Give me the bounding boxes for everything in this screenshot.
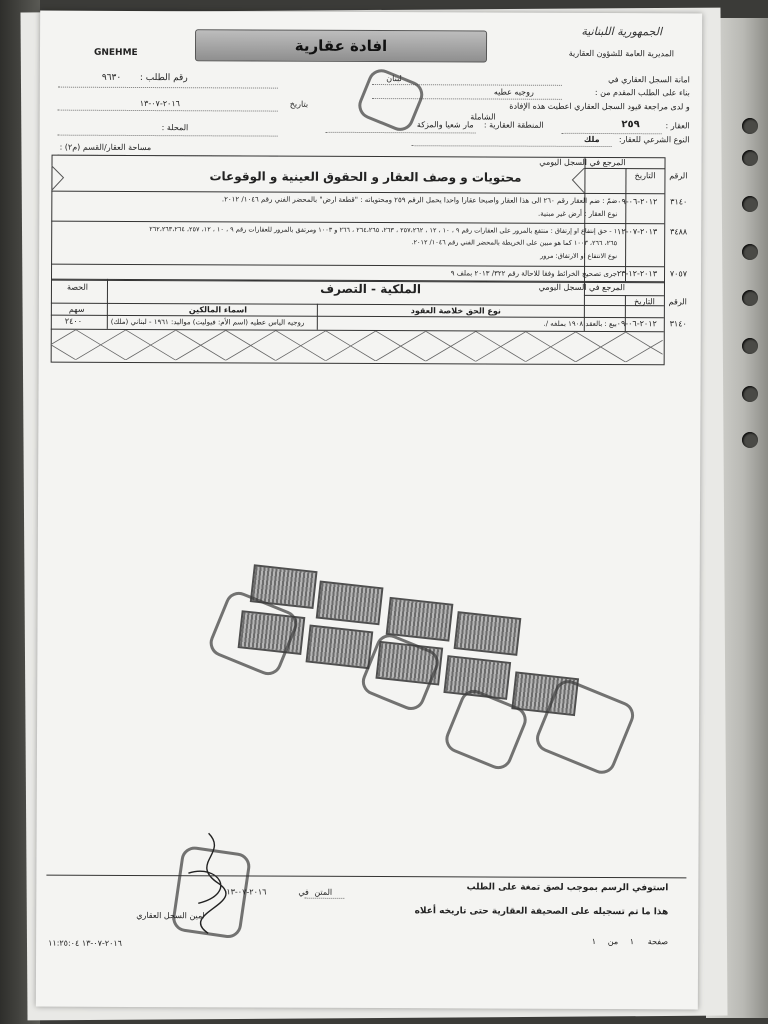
fee-note: استوفي الرسم بموجب لصق تمغة على الطلب — [466, 882, 669, 894]
in-label: في — [298, 887, 309, 897]
revenue-stamp — [306, 625, 374, 670]
row-text: ١ - حق إنتفاع او إرتفاق : منتفع بالمرور على العقارات رقم ٩ ، ١٠ ، ١٢ ، ٢٥٧،٢٦٢ ، ٢٦٣، ٢٦٤،٢٦٥ ، ٢٦٦ و ١٠٠٣ ومرتفق بالمرور للعقارات رقم ٩ ، ١٠ ، ١٢، ٢٥٧، ٢٦٢،٢٦٣،٢٦٤ — [149, 225, 618, 236]
row-date: ٢٠١٢-٠٦-٠٩ — [617, 197, 658, 207]
row-no: ٣٤٨٨ — [670, 227, 688, 237]
row-date: ٢٠١٢-٠٦-٠٩ — [616, 319, 657, 329]
registered-note: هذا ما تم تسجيله على الصحيفة العقارية حتى تاريخه أعلاه — [414, 906, 669, 918]
row-no: ٣١٤٠ — [670, 197, 688, 207]
print-timestamp: ٢٠١٦-٠٧-١٣ ١١:٢٥:٠٤ — [48, 938, 123, 948]
directorate-name: المديرية العامة للشؤون العقارية — [568, 48, 675, 59]
dotted-line — [326, 132, 476, 134]
system-code: GNEHME — [93, 47, 138, 58]
punch-hole — [742, 196, 758, 212]
table-hatch — [51, 330, 663, 363]
row-owner: روجيه الياس عطيه (اسم الأم: فيوليت) مواليد: ١٩٦١ - لبناني (ملك) — [110, 317, 305, 327]
ref-header: المرجع في السجل اليومي — [538, 282, 625, 293]
date-label: بتاريخ — [289, 99, 309, 109]
registry-label: امانة السجل العقاري في — [608, 75, 690, 85]
col-no: الرقم — [669, 171, 688, 181]
page-no: ١ — [629, 937, 635, 947]
locality-label: المحلة : — [161, 123, 189, 133]
col-type: نوع الحق خلاصة العقود — [410, 306, 501, 316]
ref-header: المرجع في السجل اليومي — [539, 157, 626, 168]
section2-title: الملكية - التصرف — [320, 281, 421, 297]
revenue-stamp — [454, 611, 522, 656]
row-date: ٢٠١٣-٠٧-١٢ — [617, 227, 658, 237]
applicant-value: روجيه عطيه — [493, 87, 534, 97]
punch-hole — [742, 386, 758, 402]
row-no: ٣١٤٠ — [669, 319, 687, 329]
row-text: نوع العقار : أرض غير مبنية. — [538, 209, 618, 219]
page-title: افادة عقارية — [195, 29, 487, 62]
property-label: العقار : — [665, 121, 690, 131]
signature-date: ٢٠١٦-٠٧-١٣ — [226, 887, 267, 897]
region-value: مار شعيا والمزكة — [416, 120, 474, 130]
row-text: جرى تصحيح الخرائط وفقا للاحالة رقم ٣٢٢/ ٢٠١٣ بملف ٩ — [450, 269, 618, 279]
col-date: التاريخ — [634, 297, 655, 307]
date-value: ٢٠١٦-٠٧-١٣ — [139, 98, 180, 109]
punch-hole — [742, 290, 758, 306]
row-no: ٧٠٥٧ — [669, 269, 688, 279]
republic-name: الجمهورية اللبنانية — [581, 24, 663, 39]
document-page — [36, 11, 702, 1010]
review-note: و لدى مراجعة قيود السجل العقاري اعطيت هذه الإفادة — [509, 101, 690, 112]
col-date: التاريخ — [634, 171, 656, 181]
punch-hole — [742, 244, 758, 260]
legal-type-label: النوع الشرعي للعقار: — [618, 135, 690, 145]
col-owners: اسماء المالكين — [188, 305, 247, 315]
punch-hole — [742, 150, 758, 166]
section1-title: محتويات و وصف العقار و الحقوق العينية و الوقوعات — [209, 169, 522, 185]
dotted-line — [562, 133, 662, 134]
registry-value: لبنان — [386, 74, 402, 84]
dotted-line — [58, 110, 278, 112]
punch-hole — [742, 432, 758, 448]
row-text: ضمّ : ضم العقار رقم ٢٦٠ الى هذا العقار واصبحا عقارا واحدا يحمل الرقم ٢٥٩ ومحتوياته : "قطعة ارض" بالمحضر الفني رقم ١٠٤٦/ ٢٠١٢. — [221, 195, 618, 206]
of-label: من — [607, 937, 619, 947]
comprehensive-label: الشاملة — [470, 112, 496, 122]
row-share: ٢٤٠٠ — [64, 316, 83, 326]
request-no-label: رقم الطلب : — [139, 72, 188, 84]
row-type: بيع : بالعقد ١٩٠٨ بملفه /. — [543, 319, 617, 329]
area-label: مساحة العقار/القسم (م٢) : — [59, 142, 152, 153]
footer-line — [46, 875, 686, 879]
revenue-stamp — [316, 581, 384, 626]
place-label: المتن — [314, 887, 333, 897]
signer-title: امين السجل العقاري — [136, 910, 205, 921]
request-no-value: ٩٦٣٠ — [101, 72, 122, 83]
punch-hole — [742, 338, 758, 354]
row-text: نوع الانتفاع او الارتفاق: مرور — [540, 251, 618, 261]
dotted-line — [58, 87, 278, 89]
applicant-label: بناء على الطلب المقدم من : — [594, 87, 690, 98]
handwritten-signature — [168, 823, 269, 943]
dotted-line — [58, 135, 278, 137]
dotted-line — [304, 898, 344, 899]
page-label: صفحة — [647, 937, 669, 947]
punch-hole — [742, 118, 758, 134]
page-total: ١ — [591, 936, 597, 946]
property-value: ٢٥٩ — [621, 119, 640, 131]
share-header: الحصة — [66, 282, 89, 292]
legal-type-value: ملك — [583, 134, 600, 145]
dotted-line — [412, 145, 612, 147]
col-no: الرقم — [668, 297, 687, 307]
row-text: ٢٦٥، ٢٦٦، ١٠٠٣ كما هو مبين على الخريطة بالمحضر الفني رقم ١٠٤٦/ ٢٠١٢. — [411, 238, 618, 248]
row-date: ٢٠١٣-١٢-٢٣ — [616, 269, 658, 279]
region-label: المنطقة العقارية : — [483, 120, 544, 130]
col-share: سهم — [68, 304, 85, 314]
